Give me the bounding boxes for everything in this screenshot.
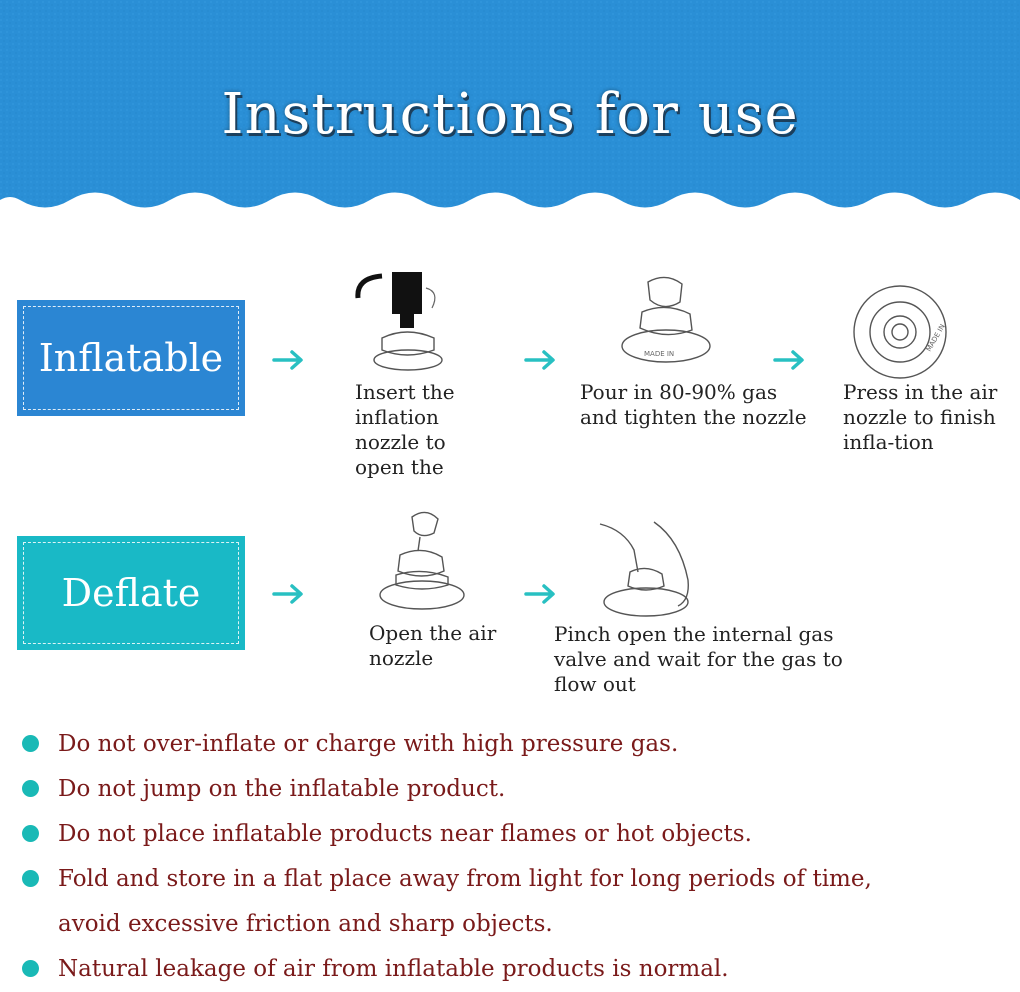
deflate-step-1-text: Open the air nozzle <box>369 621 497 670</box>
svg-text:MADE IN: MADE IN <box>644 350 675 358</box>
deflate-step-2-text: Pinch open the internal gas valve and wait for the gas to flow out <box>554 622 843 696</box>
page-title: Instructions for use <box>221 82 799 147</box>
inflate-step-1-text: Insert the inflation nozzle to open the <box>355 380 455 479</box>
inflatable-label: Inflatable <box>38 336 224 380</box>
bullet-dot-icon <box>22 825 39 842</box>
bullet-dot-icon <box>22 735 39 752</box>
bullet-dot-icon <box>22 960 39 977</box>
arrow-right-icon <box>272 348 306 372</box>
arrow-right-icon <box>524 582 558 606</box>
list-item <box>22 857 888 947</box>
inflation-pump-nozzle-icon <box>352 268 452 376</box>
inflatable-label-box <box>17 300 245 416</box>
arrow-right-icon <box>773 348 807 372</box>
header-banner <box>0 0 1020 230</box>
deflate-label-box <box>17 536 245 650</box>
list-item <box>22 812 1002 857</box>
bullet-dot-icon <box>22 870 39 887</box>
valve-tighten-icon <box>614 272 718 372</box>
valve-open-icon <box>370 505 470 615</box>
hand-pinch-valve-icon <box>594 520 700 620</box>
inflate-step-3-text: Press in the air nozzle to finish infla-tion <box>843 380 998 454</box>
inflate-step-2-text: Pour in 80-90% gas and tighten the nozzle <box>580 380 807 429</box>
note-text: Do not place inflatable products near flames or hot objects. <box>58 821 752 847</box>
valve-press-icon <box>840 282 960 382</box>
arrow-right-icon <box>272 582 306 606</box>
deflate-label: Deflate <box>61 571 201 615</box>
note-text: Do not over-inflate or charge with high pressure gas. <box>58 731 679 757</box>
arrow-right-icon <box>524 348 558 372</box>
svg-text:MADE IN: MADE IN <box>924 322 947 353</box>
note-text: Fold and store in a flat place away from light for long periods of time, avoid excessive friction and sharp objects. <box>58 866 872 937</box>
list-item <box>22 722 1002 767</box>
note-text: Do not jump on the inflatable product. <box>58 776 506 802</box>
notes-list <box>22 722 1002 992</box>
bullet-dot-icon <box>22 780 39 797</box>
list-item <box>22 947 1002 992</box>
list-item <box>22 767 1002 812</box>
note-text: Natural leakage of air from inflatable products is normal. <box>58 956 729 982</box>
